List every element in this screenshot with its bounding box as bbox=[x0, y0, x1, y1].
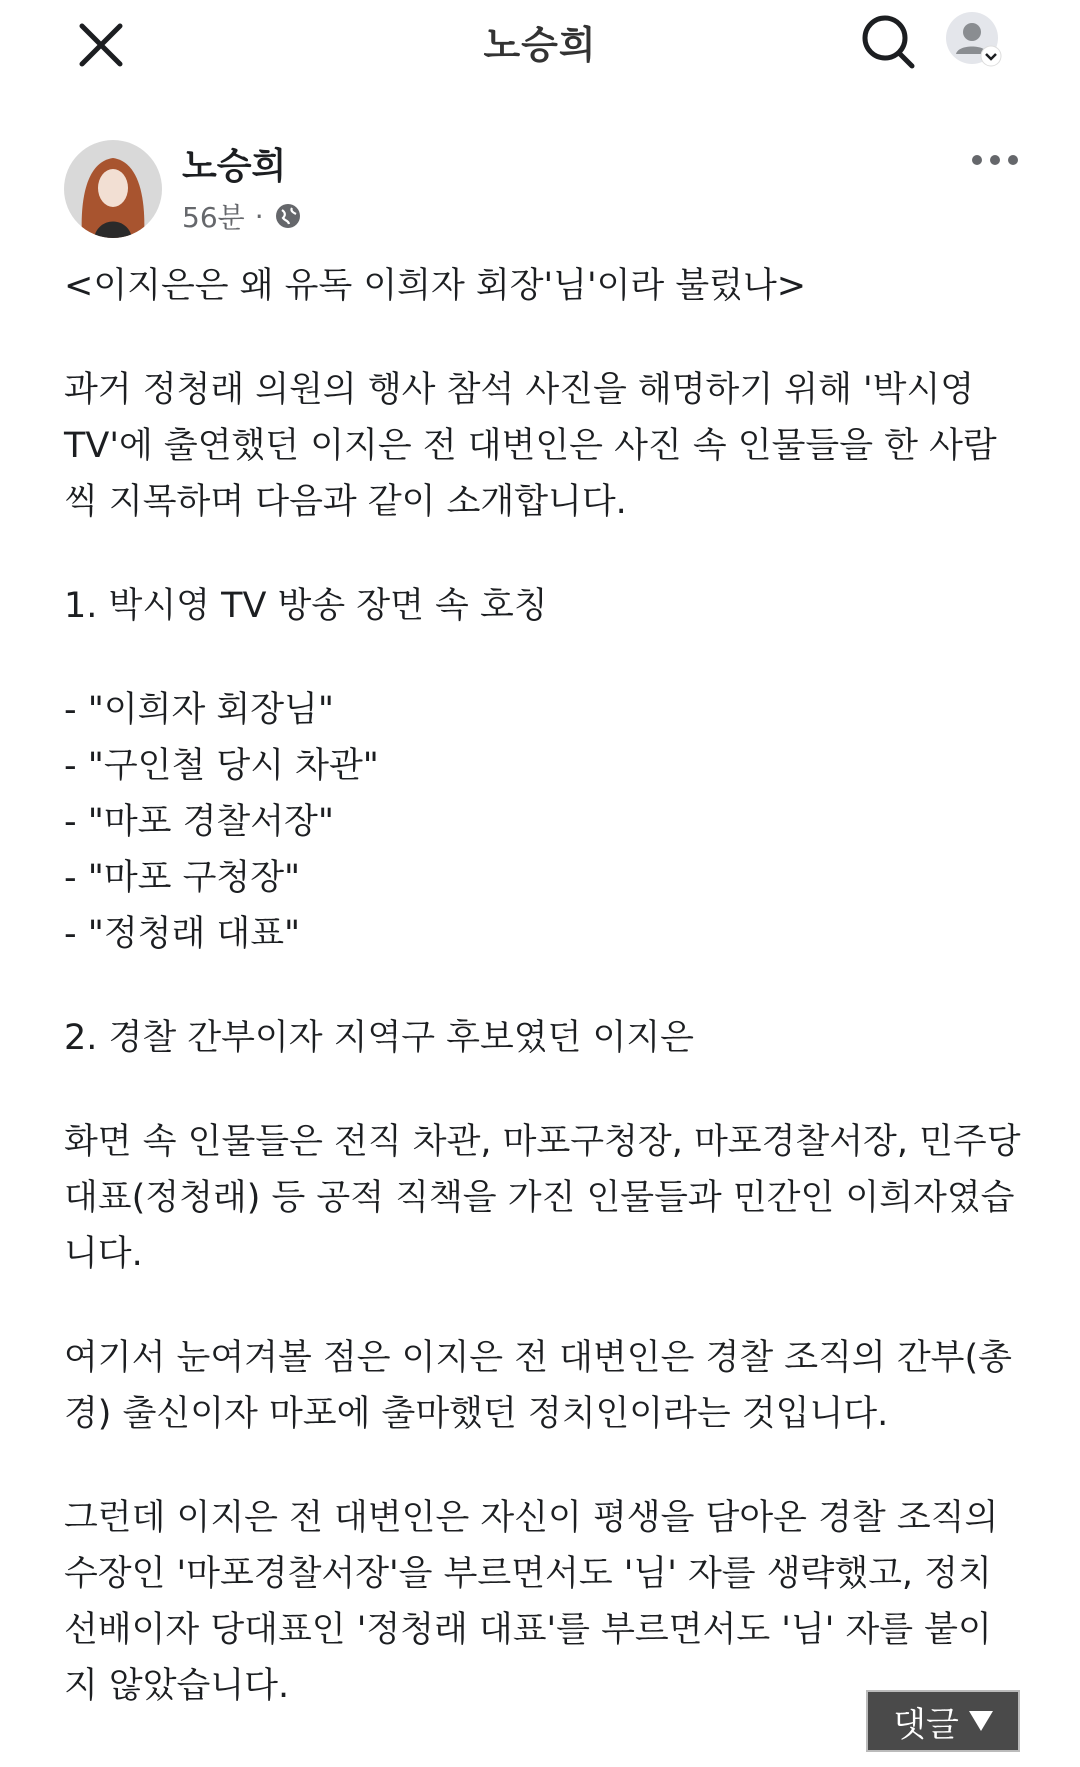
globe-icon[interactable] bbox=[274, 202, 302, 230]
search-button[interactable] bbox=[858, 12, 918, 72]
page-title: 노승희 bbox=[483, 23, 597, 67]
post-paragraph: 여기서 눈여겨볼 점은 이지은 전 대변인은 경찰 조직의 간부(총경) 출신이자 마포에 출마했던 정치인이라는 것입니다. bbox=[64, 1338, 1012, 1434]
search-icon bbox=[858, 12, 918, 72]
post-paragraph: 과거 정청래 의원의 행사 참석 사진을 해명하기 위해 '박시영 TV'에 출연했던 이지은 전 대변인은 사진 속 인물들을 한 사람씩 지목하며 다음과 같이 소개합니다. bbox=[64, 370, 997, 522]
top-bar bbox=[0, 0, 1080, 86]
post-body bbox=[64, 258, 1024, 1714]
post-section-title: 1. 박시영 TV 방송 장면 속 호칭 bbox=[64, 586, 548, 626]
post-list: - "이희자 회장님" - "구인철 당시 차관" - "마포 경찰서장" - "마포 구청장" - "정청래 대표" bbox=[64, 690, 379, 954]
author-name[interactable]: 노승희 bbox=[182, 146, 287, 187]
author-avatar[interactable] bbox=[64, 140, 162, 238]
profile-menu-button[interactable] bbox=[944, 10, 1006, 72]
post-meta: 56분 · bbox=[182, 196, 302, 236]
post-time[interactable]: 56분 bbox=[182, 201, 245, 234]
comment-button-label: 댓글 bbox=[893, 1704, 959, 1745]
triangle-down-icon bbox=[969, 1711, 993, 1731]
post-paragraph: 화면 속 인물들은 전직 차관, 마포구청장, 마포경찰서장, 민주당 대표(정청래) 등 공적 직책을 가진 인물들과 민간인 이희자였습니다. bbox=[64, 1122, 1021, 1274]
more-options-button[interactable] bbox=[968, 140, 1022, 180]
profile-avatar-icon bbox=[944, 10, 1006, 72]
comment-button[interactable] bbox=[866, 1690, 1020, 1752]
post-section-title: 2. 경찰 간부이자 지역구 후보였던 이지은 bbox=[64, 1018, 694, 1058]
post-paragraph: 그런데 이지은 전 대변인은 자신이 평생을 담아온 경찰 조직의 수장인 '마포경찰서장'을 부르면서도 '님' 자를 생략했고, 정치 선배이자 당대표인 '정청래 대표'를 부르면서도 '님' 자를 붙이지 않았습니다. bbox=[64, 1498, 999, 1706]
post-heading: <이지은은 왜 유독 이희자 회장'님'이라 불렀나> bbox=[64, 266, 807, 306]
more-dots-icon bbox=[968, 140, 1022, 180]
